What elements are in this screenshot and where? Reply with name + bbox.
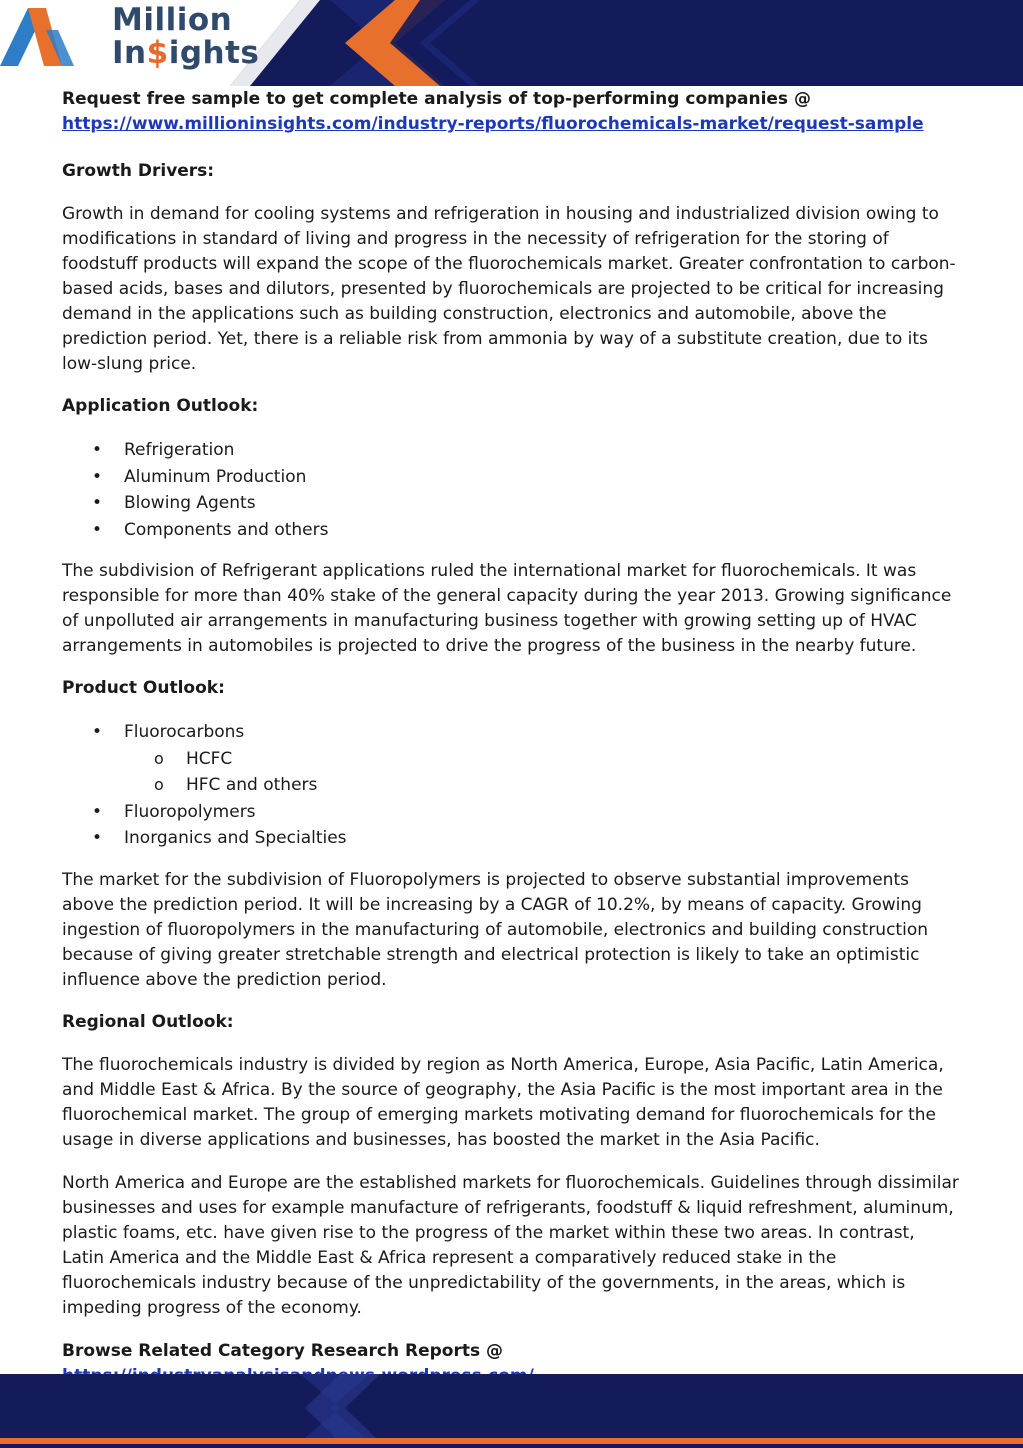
regional-paragraph-1: The fluorochemicals industry is divided by region as North America, Europe, Asia Pacific, Latin America, and Middle East & Africa. By the source of geography, the Asia Pacific is the most important area in the fluorochemical market. The group of emerging markets motivating demand for fluorochemicals for the usage in diverse applications and businesses, has boosted the market in the Asia Pacific. [62,1054,944,1150]
brand-line-1: Million [112,2,233,38]
growth-drivers-paragraph: Growth in demand for cooling systems and refrigeration in housing and industrialized division owing to modifications in standard of living and progress in the necessity of refrigeration for the storing of foodstuff products will expand the scope of the fluorochemicals market. Greater confrontation to carbon-based acids, bases and dilutors, presented by fluorochemicals are projected to be critical for increasing demand in the applications such as building construction, electronics and automobile, above the prediction period. Yet, there is a reliable risk from ammonia by way of a substitute creation, due to its low-slung price. [62,204,956,374]
list-item: • Aluminum Production [62,464,962,491]
product-paragraph: The market for the subdivision of Fluoropolymers is projected to observe substantial improvements above the prediction period. It will be increasing by a CAGR of 10.2%, by means of capacity. Growing ingestion of fluoropolymers in the manufacturing of automobile, electronics and building construction because of giving greater stretchable strength and electrical protection is likely to take an optimistic influence above the prediction period. [62,869,928,990]
sub-list-item: o HCFC [62,746,962,773]
browse-reports-text: Browse Related Category Research Reports @ [62,1340,504,1361]
product-outlook-heading: Product Outlook: [62,678,225,698]
footer-band [0,1374,1023,1448]
regional-outlook-heading: Regional Outlook: [62,1011,234,1032]
application-outlook-heading: Application Outlook: [62,396,259,416]
application-paragraph: The subdivision of Refrigerant applications ruled the international market for fluorochemicals. It was responsible for more than 40% stake of the general capacity during the year 2013. Growing significance of unpolluted air arrangements in manufacturing business together with growing setting up of HVAC arrangements in automobiles is projected to drive the progress of the business in the nearby future. [62,561,952,656]
brand-line-2-b: ights [168,35,260,71]
growth-drivers-heading: Growth Drivers: [62,161,215,181]
document-body [62,87,962,1389]
list-item: • Fluoropolymers [62,799,962,826]
request-sample-text: Request free sample to get complete analysis of top-performing companies @ [62,89,811,109]
brand-line-2-a: In [112,35,147,71]
list-item: • Inorganics and Specialties [62,825,962,852]
footer-graphic [0,1374,1023,1448]
list-item: • Components and others [62,517,962,544]
footer-accent-line [0,1438,1023,1444]
regional-paragraph-2: North America and Europe are the established markets for fluorochemicals. Guidelines through dissimilar businesses and uses for example manufacture of refrigerants, foodstuff & liquid refreshment, aluminum, plastic foams, etc. have given rise to the progress of the market within these two areas. In contrast, Latin America and the Middle East & Africa represent a comparatively reduced stake in the fluorochemicals industry because of the unpredictability of the governments, in the areas, which is impeding progress of the economy. [62,1172,959,1318]
list-item [62,719,962,799]
sub-list [124,746,962,799]
list-item: • Blowing Agents [62,490,962,517]
list-item: • Refrigeration [62,437,962,464]
application-list [62,437,962,543]
header-banner [0,0,1023,86]
request-sample-link[interactable]: https://www.millioninsights.com/industry-reports/fluorochemicals-market/request-sample [62,114,924,134]
brand-line-2 [112,37,259,70]
sub-list-item: o HFC and others [62,772,962,799]
list-item-label: Fluorocarbons [124,722,245,742]
brand-line-2-accent: $ [146,35,169,71]
request-sample-callout [62,87,962,137]
brand-logo-icon [0,0,92,70]
brand-logo-text [112,4,259,70]
product-list [62,719,962,852]
